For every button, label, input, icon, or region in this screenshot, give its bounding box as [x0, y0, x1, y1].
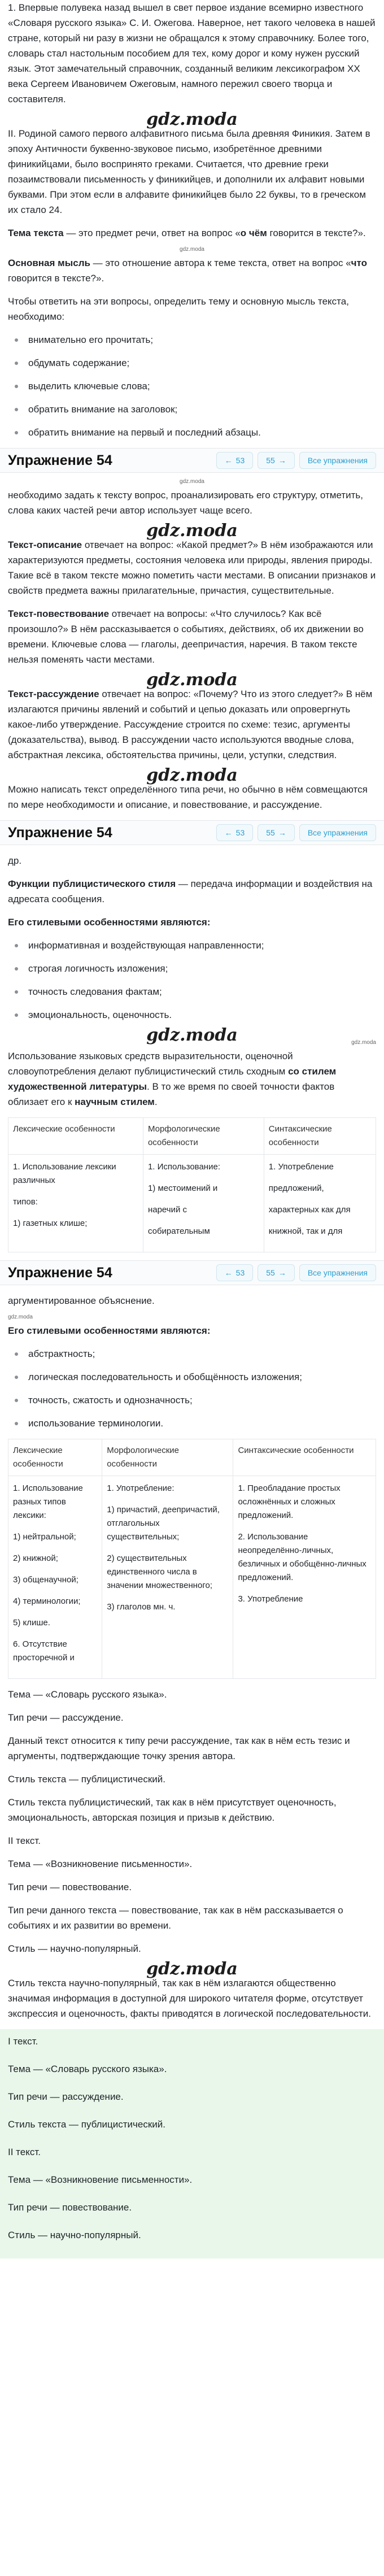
list-item: строгая логичность изложения;	[8, 961, 376, 976]
arrow-left-icon: ←	[224, 456, 233, 465]
table-row	[8, 1155, 376, 1252]
list-item: точность следования фактам;	[8, 984, 376, 999]
exercise-bar	[0, 448, 384, 473]
idea-definition: Основная мысль — это отношение автора к теме текста, ответ на вопрос «что говорится в тексте?».	[8, 258, 368, 284]
description-type: Текст-описание отвечает на вопрос: «Какой предмет?» В нём изображаются или характеризуются предметы, состояния человека или природы, явления природы. Такие всё в таком тексте можно пометить части местами. В описании признаков и свойств предмета важны прилагательные, причастия, существительные.	[8, 539, 376, 596]
exercise-title: Упражнение 54	[8, 824, 112, 841]
all-exercises-button[interactable]: Все упражнения	[299, 1264, 376, 1281]
watermark: gdz.moda	[146, 521, 238, 541]
text1-style: Стиль текста — публицистический.	[8, 1774, 165, 1785]
watermark: gdz.moda	[146, 765, 238, 785]
table-row	[8, 1476, 376, 1679]
narration-type: Текст-повествование отвечает на вопросы: «Что случилось? Как всё произошло?» В нём рассказывается о событиях, действиях, об их движении во времени. Ключевые слова — глаголы, деепричастия, наречия. В таком тексте нельзя поменять части местами.	[8, 608, 364, 665]
table-cell: 1. Использование: 1) местоимений и наречий с собирательным	[143, 1155, 264, 1252]
table-cell: 1. Употребление предложений, характерных как для книжной, так и для	[264, 1155, 376, 1252]
types-intro: необходимо задать к тексту вопрос, проанализировать его структуру, отметить, слова каких частей речи автор использует чаще всего.	[8, 490, 363, 516]
journalistic-features-label: Его стилевыми особенностями являются:	[8, 917, 211, 928]
table-cell: 1. Употребление: 1) причастий, деепричастий, отглагольных существительных; 2) существительных единственного числа в значении множественного; 3) глаголов мн. ч.	[102, 1476, 233, 1679]
exercise-title: Упражнение 54	[8, 452, 112, 468]
answer-line: Тип речи — рассуждение.	[8, 2091, 124, 2102]
arrow-right-icon: →	[278, 1268, 286, 1277]
exercise-title: Упражнение 54	[8, 1264, 112, 1281]
prev-exercise-button[interactable]: ← 53	[216, 452, 254, 469]
list-item: обдумать содержание;	[8, 355, 376, 371]
text2-theme: Тема — «Возникновение письменности».	[8, 1859, 193, 1869]
table-header-row	[8, 1118, 376, 1155]
scientific-top: аргументированное объяснение.	[8, 1295, 155, 1306]
watermark-small: gdz.moda	[8, 1314, 33, 1320]
watermark-small: gdz.moda	[351, 1039, 376, 1046]
journalistic-table	[8, 1117, 376, 1252]
answer-line: Тема — «Возникновение письменности».	[8, 2174, 193, 2185]
exercise-bar	[0, 820, 384, 845]
table-header: Синтаксические особенности	[233, 1439, 376, 1476]
answer-line: Стиль — научно-популярный.	[8, 2230, 141, 2240]
intro-text-1: 1. Впервые полувека назад вышел в свет первое издание всемирно известного «Словаря русского языка» С. И. Ожегова. Наверное, нет такого человека в нашей стране, который ни разу в жизни не обращался к этому справочнику. Более того, словарь стал настольным пособием для тех, кому дорог и кому нужен русский язык. Этот замечательный справочник, созданный великим лексикографом XX века Сергеем Ивановичем Ожеговым, намного пережил своего творца и составителя.	[8, 2, 376, 105]
arrow-right-icon: →	[278, 828, 286, 837]
text2-number: II текст.	[8, 1835, 41, 1846]
answer-line: Тема — «Словарь русского языка».	[8, 2064, 167, 2074]
list-item: логическая последовательность и обобщённость изложения;	[8, 1369, 376, 1385]
text1-reason: Данный текст относится к типу речи рассуждение, так как в нём есть тезис и аргументы, подтверждающие точку зрения автора.	[8, 1735, 350, 1761]
scientific-features-list	[8, 1346, 376, 1431]
journalistic-means: Использование языковых средств выразительности, оценочной словоупотребления делают публицистический стиль сходным со стилем художественной литературы. В то же время по своей точности фактов облизает его к научным стилем.	[8, 1051, 337, 1107]
text2-style-reason: Стиль текста научно-популярный, так как в нём излагаются общественно значимая информация в доступной для широкого читателя форме, отсутствует экспрессия и оценочность, факты приводятся в логической последовательности.	[8, 1978, 371, 2019]
text2-style: Стиль — научно-популярный.	[8, 1943, 141, 1954]
intro-text-2: II. Родиной самого первого алфавитного письма была древняя Финикия. Затем в эпоху Античности буквенно-звуковое письмо, изобретённое древними финикийцами, было воспринято греками. Считается, что древние греки позаимствовали письменность у финикийцев, и дополнили их алфавит новыми буквами. При этом если в алфавите финикийцев было 22 буквы, то в греческом их стало 24.	[8, 128, 370, 215]
reasoning-type: Текст-рассуждение отвечает на вопрос: «Почему? Что из этого следует?» В нём излагаются причины явлений и событий и цепью доказать или опровергнуть какое-либо утверждение. Рассуждение строится по схеме: тезис, аргументы (доказательства), вывод. В рассуждении часто используются вводные слова, абстрактная лексика, обстоятельства причины, цели, уступки, следствия.	[8, 689, 373, 760]
table-cell: 1. Использование разных типов лексики: 1) нейтральной; 2) книжной; 3) общенаучной; 4) терминологии; 5) клише. 6. Отсутствие просторечной и	[8, 1476, 102, 1679]
steps-intro: Чтобы ответить на эти вопросы, определить тему и основную мысль текста, необходимо:	[8, 296, 349, 322]
table-cell: 1. Использование лексики различных типов: 1) газетных клише;	[8, 1155, 143, 1252]
list-item: внимательно его прочитать;	[8, 332, 376, 347]
prev-exercise-button[interactable]: ← 53	[216, 1264, 254, 1281]
table-header: Морфологические особенности	[102, 1439, 233, 1476]
watermark: gdz.moda	[146, 1025, 238, 1045]
next-exercise-button[interactable]: 55 →	[258, 824, 295, 841]
text2-type: Тип речи — повествование.	[8, 1882, 132, 1892]
exercise-nav	[216, 1264, 376, 1281]
scientific-table	[8, 1439, 376, 1679]
watermark-small: gdz.moda	[180, 478, 204, 485]
text1-theme: Тема — «Словарь русского языка».	[8, 1689, 167, 1700]
answer-box	[0, 2029, 384, 2259]
table-header: Лексические особенности	[8, 1439, 102, 1476]
next-exercise-button[interactable]: 55 →	[258, 452, 295, 469]
exercise-bar	[0, 1260, 384, 1285]
theme-definition: Тема текста — это предмет речи, ответ на вопрос «о чём говорится в тексте?».	[8, 228, 366, 238]
journalistic-top: др.	[8, 855, 22, 866]
theme-label: Тема текста	[8, 228, 64, 238]
list-item: обратить внимание на заголовок;	[8, 402, 376, 417]
steps-list	[8, 332, 376, 440]
exercise-nav	[216, 824, 376, 841]
text1-style-reason: Стиль текста публицистический, так как в нём присутствует оценочность, эмоциональность, авторская позиция и призыв к действию.	[8, 1797, 337, 1823]
answer-line: Тип речи — повествование.	[8, 2202, 132, 2213]
answer-line: II текст.	[8, 2147, 41, 2157]
text2-reason: Тип речи данного текста — повествование, так как в нём рассказывается о событиях и их развитии во времени.	[8, 1905, 343, 1931]
types-summary: Можно написать текст определённого типа речи, но обычно в нём совмещаются по мере необходимости и описание, и повествование, и рассуждение.	[8, 784, 368, 810]
all-exercises-button[interactable]: Все упражнения	[299, 824, 376, 841]
answer-line: Стиль текста — публицистический.	[8, 2119, 165, 2130]
watermark: gdz.moda	[146, 110, 238, 129]
list-item: выделить ключевые слова;	[8, 378, 376, 394]
exercise-nav	[216, 452, 376, 469]
idea-label: Основная мысль	[8, 258, 90, 268]
all-exercises-button[interactable]: Все упражнения	[299, 452, 376, 469]
scientific-features-label: Его стилевыми особенностями являются:	[8, 1325, 211, 1336]
arrow-left-icon: ←	[224, 828, 233, 837]
journalistic-functions: Функции публицистического стиля — передача информации и воздействия на адресата сообщения.	[8, 878, 373, 904]
table-cell: 1. Преобладание простых осложнённых и сложных предложений. 2. Использование неопределённо-личных, безличных и обобщённо-личных предложений. 3. Употребление	[233, 1476, 376, 1679]
list-item: абстрактность;	[8, 1346, 376, 1361]
watermark: gdz.moda	[146, 1959, 238, 1979]
table-header-row	[8, 1439, 376, 1476]
next-exercise-button[interactable]: 55 →	[258, 1264, 295, 1281]
prev-exercise-button[interactable]: ← 53	[216, 824, 254, 841]
arrow-right-icon: →	[278, 456, 286, 465]
list-item: обратить внимание на первый и последний абзацы.	[8, 425, 376, 440]
table-header: Синтаксические особенности	[264, 1118, 376, 1155]
answer-line: I текст.	[8, 2036, 38, 2047]
watermark-small: gdz.moda	[180, 246, 204, 253]
list-item: информативная и воздействующая направленности;	[8, 938, 376, 953]
text1-type: Тип речи — рассуждение.	[8, 1712, 124, 1723]
watermark: gdz.moda	[146, 670, 238, 690]
list-item: использование терминологии.	[8, 1416, 376, 1431]
list-item: точность, сжатость и однозначность;	[8, 1393, 376, 1408]
table-header: Лексические особенности	[8, 1118, 143, 1155]
table-header: Морфологические особенности	[143, 1118, 264, 1155]
arrow-left-icon: ←	[224, 1268, 233, 1277]
list-item: эмоциональность, оценочность.	[8, 1007, 376, 1022]
journalistic-features-list	[8, 938, 376, 1022]
